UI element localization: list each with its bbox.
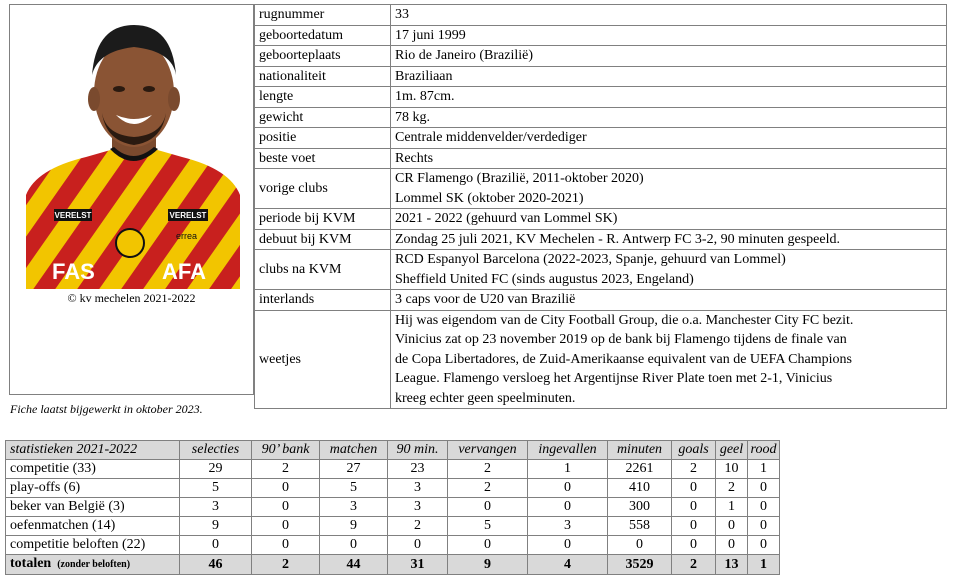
stats-cell: 0 [252, 536, 320, 555]
stats-cell: 0 [528, 479, 608, 498]
stats-total-cell: 46 [180, 555, 252, 575]
shirt-text-left: FAS [52, 259, 95, 284]
shirt-sponsor-right: VERELST [169, 211, 207, 220]
stats-header-cell: rood [748, 441, 780, 460]
info-label: interlands [255, 290, 391, 311]
stats-cell: 3 [388, 498, 448, 517]
stats-total-cell: 2 [672, 555, 716, 575]
stats-cell: 3 [320, 498, 388, 517]
stats-header-cell: selecties [180, 441, 252, 460]
stats-total-cell: 31 [388, 555, 448, 575]
stats-cell: 5 [448, 517, 528, 536]
stats-header-cell: minuten [608, 441, 672, 460]
stats-cell: 0 [528, 536, 608, 555]
stats-total-cell: 3529 [608, 555, 672, 575]
stats-cell: 1 [748, 460, 780, 479]
info-row [255, 209, 947, 230]
info-value [391, 107, 947, 128]
stats-row [6, 536, 780, 555]
stats-cell: 300 [608, 498, 672, 517]
info-row [255, 25, 947, 46]
stats-cell: 1 [528, 460, 608, 479]
stats-row-label: competitie beloften (22) [6, 536, 180, 555]
stats-cell: 0 [388, 536, 448, 555]
shirt-text-right: AFA [162, 259, 206, 284]
info-value-line: Sheffield United FC (sinds augustus 2023, Engeland) [395, 271, 694, 287]
stats-cell: 0 [748, 517, 780, 536]
info-label: periode bij KVM [255, 209, 391, 230]
info-value [391, 66, 947, 87]
info-value [391, 128, 947, 149]
stats-header-cell: 90 min. [388, 441, 448, 460]
stats-cell: 2 [252, 460, 320, 479]
info-row [255, 229, 947, 250]
info-row [255, 46, 947, 67]
info-value-line: League. Flamengo versloeg het Argentijnse River Plate toen met 2-1, Vinicius [395, 371, 833, 386]
stats-header-cell: 90’ bank [252, 441, 320, 460]
info-row [255, 290, 947, 311]
stats-cell: 5 [320, 479, 388, 498]
stats-cell: 2261 [608, 460, 672, 479]
info-value [391, 209, 947, 230]
player-photo-panel [9, 4, 254, 395]
stats-row-label: competitie (33) [6, 460, 180, 479]
stats-row [6, 460, 780, 479]
info-value-line: 3 caps voor de U20 van Brazilië [395, 292, 576, 307]
stats-cell: 0 [672, 479, 716, 498]
info-value-line: Centrale middenvelder/verdediger [395, 130, 587, 145]
info-row [255, 148, 947, 169]
stats-total-title: totalen [10, 556, 52, 571]
stats-total-cell: 2 [252, 555, 320, 575]
stats-cell: 0 [252, 498, 320, 517]
info-label: geboorteplaats [255, 46, 391, 67]
info-value-line: de Copa Libertadores, de Zuid-Amerikaanse equivalent van de UEFA Champions [395, 351, 852, 367]
info-value-line: Lommel SK (oktober 2020-2021) [395, 190, 584, 206]
stats-cell: 558 [608, 517, 672, 536]
info-label: gewicht [255, 107, 391, 128]
info-value-line: 78 kg. [395, 109, 430, 125]
info-label: beste voet [255, 148, 391, 169]
info-value-line: 33 [395, 7, 409, 22]
stats-cell: 0 [748, 479, 780, 498]
stats-cell: 3 [388, 479, 448, 498]
stats-cell: 2 [448, 460, 528, 479]
info-label: vorige clubs [255, 169, 391, 209]
stats-cell: 0 [608, 536, 672, 555]
stats-total-sublabel: (zonder beloften) [57, 559, 131, 570]
info-value [391, 25, 947, 46]
player-info-table [254, 4, 947, 409]
stats-cell: 5 [180, 479, 252, 498]
info-value-line: Rio de Janeiro (Brazilië) [395, 48, 534, 63]
info-value-line: kreeg echter geen speelminuten. [395, 390, 576, 406]
stats-cell: 0 [252, 479, 320, 498]
stats-cell: 2 [672, 460, 716, 479]
info-value-line: 1m. 87cm. [395, 89, 455, 104]
info-value [391, 5, 947, 26]
info-value-line: Rechts [395, 150, 434, 166]
stats-cell: 0 [716, 536, 748, 555]
stats-row-label: oefenmatchen (14) [6, 517, 180, 536]
stats-total-cell: 4 [528, 555, 608, 575]
stats-cell: 2 [448, 479, 528, 498]
info-row [255, 169, 947, 209]
stats-cell: 3 [528, 517, 608, 536]
stats-header-cell: statistieken 2021-2022 [6, 441, 180, 460]
stats-header-cell: goals [672, 441, 716, 460]
stats-cell: 0 [716, 517, 748, 536]
stats-row [6, 479, 780, 498]
stats-cell: 0 [252, 517, 320, 536]
stats-cell: 0 [180, 536, 252, 555]
info-label: debuut bij KVM [255, 229, 391, 250]
stats-total-cell: 13 [716, 555, 748, 575]
stats-cell: 1 [716, 498, 748, 517]
stats-total-row [6, 555, 780, 575]
club-crest-icon [116, 229, 144, 257]
stats-cell: 2 [388, 517, 448, 536]
info-value [391, 250, 947, 290]
info-value-line: Zondag 25 juli 2021, KV Mechelen - R. Antwerp FC 3-2, 90 minuten gespeeld. [395, 231, 840, 247]
info-label: positie [255, 128, 391, 149]
stats-total-cell: 1 [748, 555, 780, 575]
stats-header-cell: geel [716, 441, 748, 460]
stats-cell: 10 [716, 460, 748, 479]
info-value [391, 46, 947, 67]
statistics-table [5, 440, 780, 575]
info-value [391, 229, 947, 250]
info-row [255, 5, 947, 26]
stats-cell: 2 [716, 479, 748, 498]
stats-cell: 0 [672, 536, 716, 555]
info-row [255, 87, 947, 108]
info-label: clubs na KVM [255, 250, 391, 290]
info-row [255, 128, 947, 149]
stats-row [6, 517, 780, 536]
info-value-line: Vinicius zat op 23 november 2019 op de bank bij Flamengo tijdens de finale van [395, 332, 847, 347]
stats-header-cell: ingevallen [528, 441, 608, 460]
info-label: lengte [255, 87, 391, 108]
info-value-line: CR Flamengo (Brazilië, 2011-oktober 2020) [395, 171, 644, 186]
stats-cell: 0 [528, 498, 608, 517]
info-value [391, 310, 947, 409]
info-label: rugnummer [255, 5, 391, 26]
info-label: nationaliteit [255, 66, 391, 87]
stats-cell: 0 [748, 536, 780, 555]
stats-cell: 9 [180, 517, 252, 536]
stats-cell: 3 [180, 498, 252, 517]
stats-row-label: beker van België (3) [6, 498, 180, 517]
stats-cell: 9 [320, 517, 388, 536]
info-value [391, 290, 947, 311]
info-value-line: 2021 - 2022 (gehuurd van Lommel SK) [395, 211, 618, 226]
stats-cell: 0 [320, 536, 388, 555]
info-label: weetjes [255, 310, 391, 409]
stats-cell: 0 [672, 517, 716, 536]
info-label: geboortedatum [255, 25, 391, 46]
info-value [391, 148, 947, 169]
stats-cell: 0 [748, 498, 780, 517]
stats-row [6, 498, 780, 517]
info-value-line: RCD Espanyol Barcelona (2022-2023, Spanje, gehuurd van Lommel) [395, 252, 786, 267]
stats-row-label: play-offs (6) [6, 479, 180, 498]
stats-cell: 23 [388, 460, 448, 479]
info-row [255, 66, 947, 87]
stats-header-cell: vervangen [448, 441, 528, 460]
stats-cell: 27 [320, 460, 388, 479]
info-value [391, 169, 947, 209]
shirt-sponsor-left: VERELST [54, 211, 92, 220]
stats-cell: 0 [448, 498, 528, 517]
info-row [255, 107, 947, 128]
stats-cell: 0 [448, 536, 528, 555]
last-updated-note: Fiche laatst bijgewerkt in oktober 2023. [10, 402, 203, 416]
info-value-line: 17 juni 1999 [395, 27, 466, 43]
info-value-line: Hij was eigendom van de City Football Group, die o.a. Manchester City FC bezit. [395, 312, 854, 328]
info-row [255, 250, 947, 290]
stats-header-cell: matchen [320, 441, 388, 460]
stats-total-cell: 44 [320, 555, 388, 575]
shirt-brand: errea [176, 231, 198, 241]
stats-cell: 29 [180, 460, 252, 479]
info-value-line: Braziliaan [395, 68, 453, 84]
photo-caption: © kv mechelen 2021-2022 [67, 291, 196, 305]
stats-total-cell: 9 [448, 555, 528, 575]
stats-cell: 410 [608, 479, 672, 498]
stats-total-label [6, 555, 180, 575]
stats-cell: 0 [672, 498, 716, 517]
info-value [391, 87, 947, 108]
player-photo [26, 17, 240, 289]
info-row [255, 310, 947, 409]
